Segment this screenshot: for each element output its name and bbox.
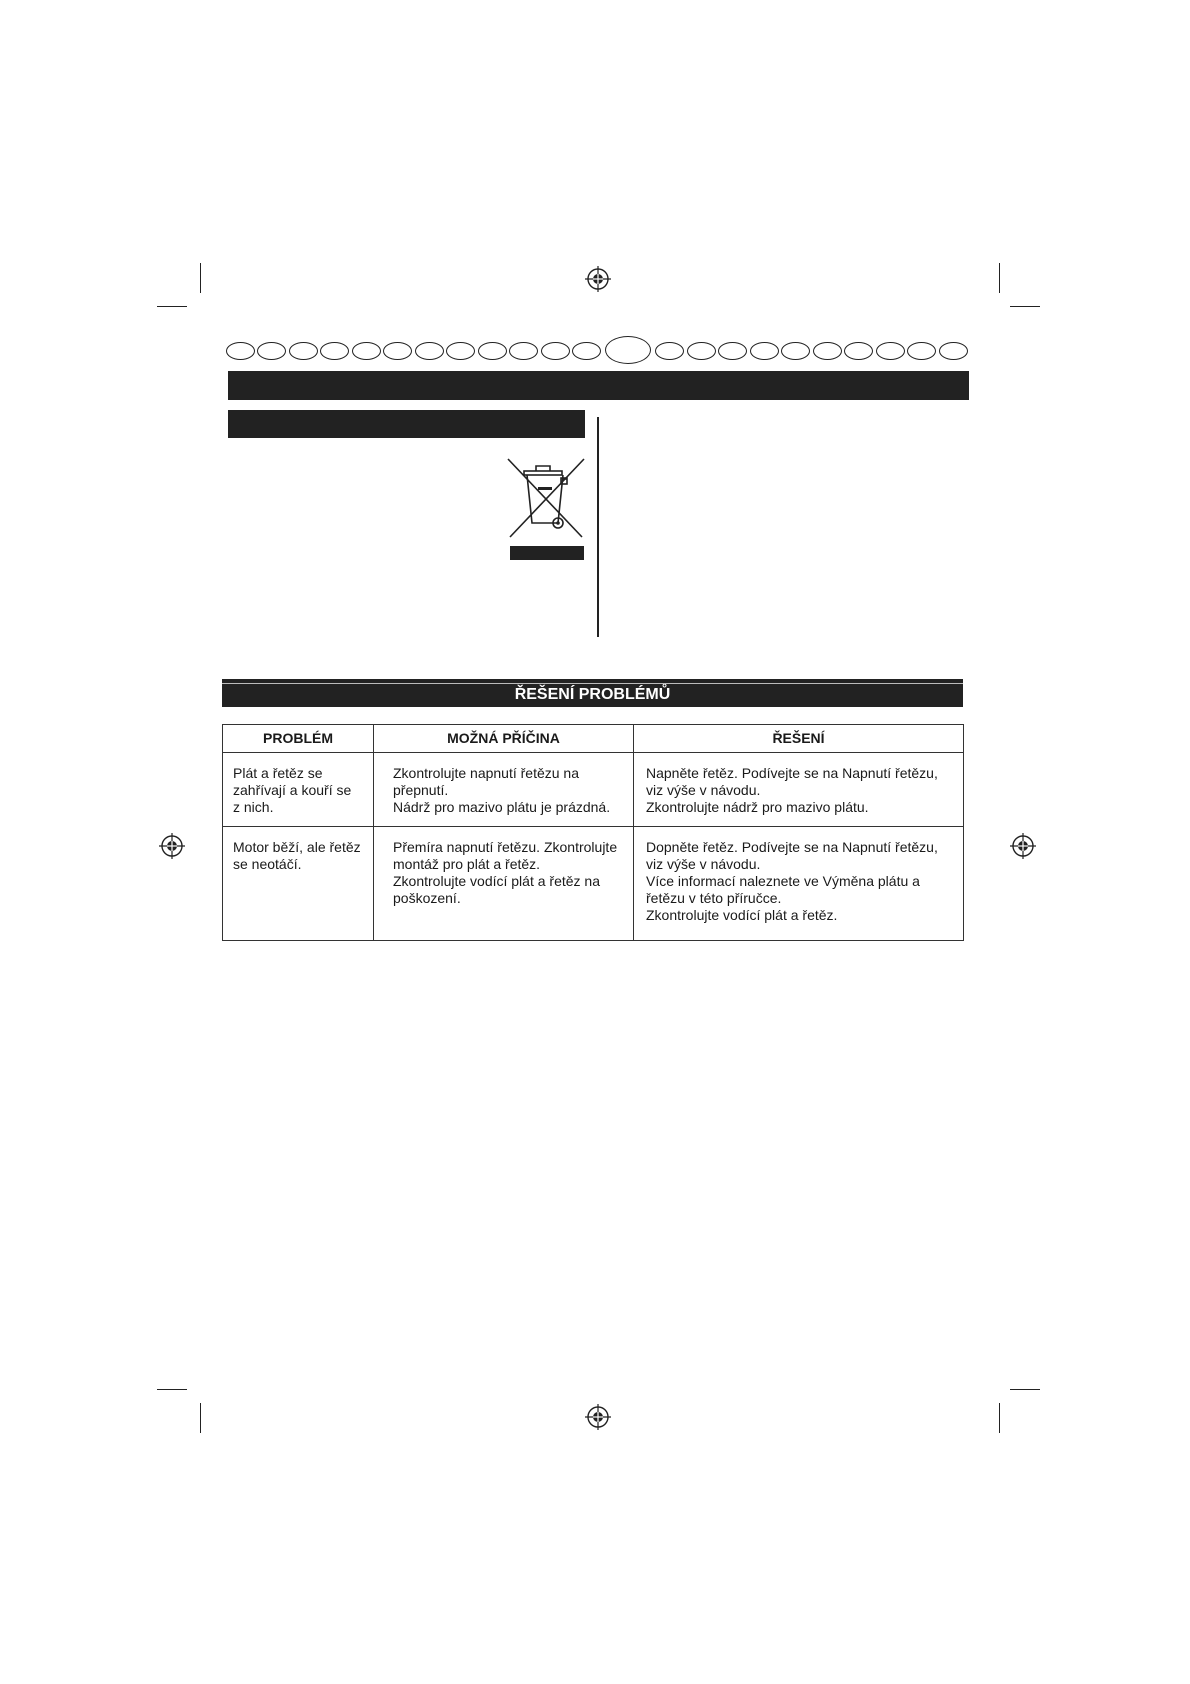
column-header-solution: ŘEŠENÍ [634, 725, 964, 753]
column-header-problem: PROBLÉM [223, 725, 374, 753]
crop-mark [999, 1403, 1000, 1433]
crop-mark [200, 263, 201, 293]
crop-mark [157, 1389, 187, 1390]
language-oval [509, 342, 538, 360]
language-oval [352, 342, 381, 360]
troubleshooting-title: ŘEŠENÍ PROBLÉMŮ [222, 679, 963, 707]
table-row [223, 827, 964, 941]
language-oval [320, 342, 349, 360]
page-header-bar [228, 371, 969, 400]
problem-cell: Motor běží, ale řetěz se neotáčí. [223, 827, 374, 941]
column-divider [597, 417, 599, 637]
language-oval-strip [226, 336, 968, 366]
crossed-out-wheelie-bin-icon [506, 457, 586, 561]
crop-mark [1010, 1389, 1040, 1390]
cause-cell: Zkontrolujte napnutí řetězu na přepnutí. Nádrž pro mazivo plátu je prázdná. [374, 753, 634, 827]
registration-mark-icon [585, 1404, 611, 1430]
language-oval [478, 342, 507, 360]
solution-cell: Dopněte řetěz. Podívejte se na Napnutí řetězu, viz výše v návodu. Více informací naleznete ve Výměna plátu a řetězu v této příručce. Zkontrolujte vodící plát a řetěz. [634, 827, 964, 941]
crop-mark [200, 1403, 201, 1433]
language-oval [257, 342, 286, 360]
crop-mark [157, 306, 187, 307]
troubleshooting-table [222, 724, 964, 941]
solution-cell: Napněte řetěz. Podívejte se na Napnutí řetězu, viz výše v návodu. Zkontrolujte nádrž pro mazivo plátu. [634, 753, 964, 827]
table-row [223, 753, 964, 827]
table-header-row [223, 725, 964, 753]
column-header-cause: MOŽNÁ PŘÍČINA [374, 725, 634, 753]
language-oval [415, 342, 444, 360]
language-oval [572, 342, 601, 360]
cause-cell: Přemíra napnutí řetězu. Zkontrolujte montáž pro plát a řetěz. Zkontrolujte vodící plát a řetěz na poškození. [374, 827, 634, 941]
language-oval [750, 342, 779, 360]
language-oval [813, 342, 842, 360]
registration-mark-icon [1010, 833, 1036, 859]
registration-mark-icon [585, 266, 611, 292]
language-oval [687, 342, 716, 360]
language-oval [289, 342, 318, 360]
registration-mark-icon [159, 833, 185, 859]
language-oval [718, 342, 747, 360]
language-oval [907, 342, 936, 360]
language-oval [655, 342, 684, 360]
language-oval [383, 342, 412, 360]
crop-mark [999, 263, 1000, 293]
language-oval [939, 342, 968, 360]
language-oval [781, 342, 810, 360]
language-oval [446, 342, 475, 360]
language-oval [226, 342, 255, 360]
problem-cell: Plát a řetěz se zahřívají a kouří se z nich. [223, 753, 374, 827]
section-subheader-bar [228, 410, 585, 438]
crop-mark [1010, 306, 1040, 307]
language-oval-active [605, 336, 651, 364]
language-oval [541, 342, 570, 360]
language-oval [876, 342, 905, 360]
language-oval [844, 342, 873, 360]
